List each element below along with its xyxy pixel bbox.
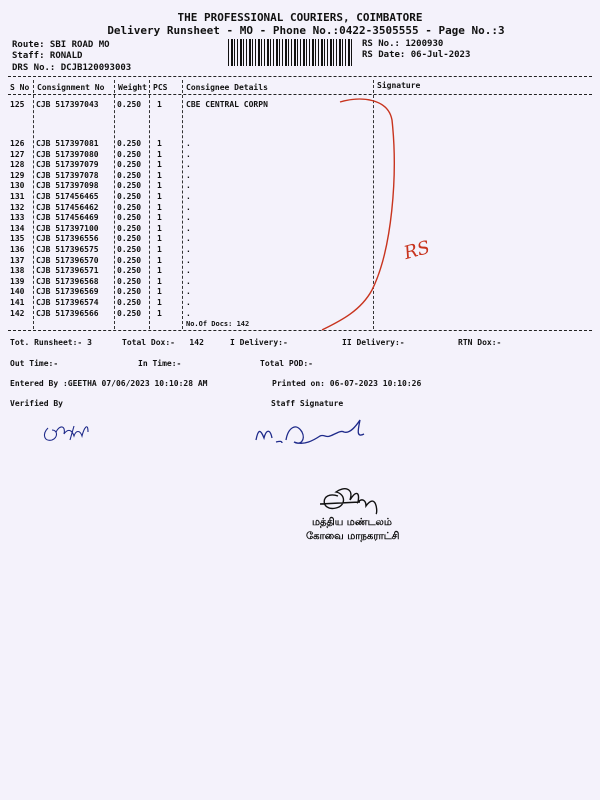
row-details: CBE CENTRAL CORPN xyxy=(186,100,268,109)
row-details: . xyxy=(186,202,191,212)
officer-signature xyxy=(320,489,377,514)
row-consignment: CJB 517397079 xyxy=(36,160,99,170)
row-sno: 126 xyxy=(10,139,25,148)
row-sno: 140 xyxy=(10,287,25,297)
row-consignment: CJB 517456469 xyxy=(36,213,99,223)
verified-by-label: Verified By xyxy=(10,399,63,408)
row-pcs: 1 xyxy=(157,100,162,109)
row-consignment: CJB 517396574 xyxy=(36,298,99,307)
row-consignment: CJB 517396556 xyxy=(36,234,99,244)
row-consignment: CJB 517397078 xyxy=(36,170,99,180)
row-pcs: 1 xyxy=(157,287,162,297)
total-pod: Total POD:- xyxy=(260,359,313,368)
stamp-line-2: கோவை மாநகராட்சி xyxy=(306,531,400,542)
row-consignment: CJB 517397098 xyxy=(36,181,99,191)
row-details: . xyxy=(186,213,191,223)
row-consignment: CJB 517456462 xyxy=(36,202,99,212)
row-sno: 134 xyxy=(10,223,25,233)
row-weight: 0.250 xyxy=(117,202,142,212)
row-details: . xyxy=(186,245,191,254)
row-sno: 129 xyxy=(10,170,25,180)
row-consignment: CJB 517456465 xyxy=(36,192,99,201)
row-sno: 128 xyxy=(10,160,25,170)
row-pcs: 1 xyxy=(157,213,162,223)
row-pcs: 1 xyxy=(157,160,162,170)
row-sno: 130 xyxy=(10,181,25,191)
printed-on: Printed on: 06-07-2023 10:10:26 xyxy=(272,379,422,388)
row-consignment: CJB 517396569 xyxy=(36,287,99,297)
row-sno: 137 xyxy=(10,255,25,265)
total-dox: Total Dox:- 142 xyxy=(122,338,204,347)
row-pcs: 1 xyxy=(157,276,162,286)
row-details: . xyxy=(186,170,191,180)
row-pcs: 1 xyxy=(157,192,162,201)
tot-runsheet: Tot. Runsheet:- 3 xyxy=(10,338,92,347)
row-pcs: 1 xyxy=(157,223,162,233)
header-consignee: Consignee Details xyxy=(186,83,268,92)
row-sno: 136 xyxy=(10,245,25,254)
row-weight: 0.250 xyxy=(117,308,142,318)
header-sno: S No xyxy=(10,83,30,92)
row-details: . xyxy=(186,255,191,265)
entered-by: Entered By :GEETHA 07/06/2023 10:10:28 AM xyxy=(10,379,208,388)
verified-by-signature xyxy=(45,426,88,440)
row-details: . xyxy=(186,192,191,201)
rs-number: RS No.: 1200930 xyxy=(362,39,444,49)
drs-number: DRS No.: DCJB120093003 xyxy=(12,63,132,73)
row-details: . xyxy=(186,234,191,244)
row-sno: 138 xyxy=(10,266,25,276)
row-weight: 0.250 xyxy=(117,245,142,254)
row-consignment: CJB 517396566 xyxy=(36,308,99,318)
row-consignment: CJB 517396575 xyxy=(36,245,99,254)
row-weight: 0.250 xyxy=(117,234,142,244)
rs-date: RS Date: 06-Jul-2023 xyxy=(362,50,471,60)
row-details: . xyxy=(186,287,191,297)
ii-delivery: II Delivery:- xyxy=(342,338,405,347)
row-weight: 0.250 xyxy=(117,170,142,180)
staff-signature-label: Staff Signature xyxy=(271,399,344,408)
row-sno: 142 xyxy=(10,308,25,318)
row-pcs: 1 xyxy=(157,308,162,318)
row-weight: 0.250 xyxy=(117,298,142,307)
row-pcs: 1 xyxy=(157,266,162,276)
row-weight: 0.250 xyxy=(117,100,142,109)
row-sno: 135 xyxy=(10,234,25,244)
row-consignment: CJB 517397080 xyxy=(36,149,99,159)
row-consignment: CJB 517397043 xyxy=(36,100,99,109)
row-sno: 133 xyxy=(10,213,25,223)
row-consignment: CJB 517396570 xyxy=(36,255,99,265)
row-weight: 0.250 xyxy=(117,139,142,148)
row-weight: 0.250 xyxy=(117,149,142,159)
row-weight: 0.250 xyxy=(117,181,142,191)
row-details: . xyxy=(186,149,191,159)
row-sno: 141 xyxy=(10,298,25,307)
row-consignment: CJB 517397100 xyxy=(36,223,99,233)
row-weight: 0.250 xyxy=(117,255,142,265)
row-details: . xyxy=(186,139,191,148)
handwritten-rs-mark: RS xyxy=(401,237,433,264)
runsheet-title: Delivery Runsheet - MO - Phone No.:0422-3505555 - Page No.:3 xyxy=(107,24,505,37)
i-delivery: I Delivery:- xyxy=(230,338,288,347)
header-weight: Weight xyxy=(118,83,147,92)
row-weight: 0.250 xyxy=(117,266,142,276)
row-weight: 0.250 xyxy=(117,160,142,170)
row-consignment: CJB 517396571 xyxy=(36,266,99,276)
no-of-docs: No.Of Docs: 142 xyxy=(186,320,250,328)
row-sno: 132 xyxy=(10,202,25,212)
row-details: . xyxy=(186,181,191,191)
staff-signature xyxy=(256,420,364,443)
row-pcs: 1 xyxy=(157,298,162,307)
row-weight: 0.250 xyxy=(117,192,142,201)
row-consignment: CJB 517397081 xyxy=(36,139,99,148)
row-pcs: 1 xyxy=(157,139,162,148)
row-weight: 0.250 xyxy=(117,213,142,223)
row-details: . xyxy=(186,298,191,307)
route-label: Route: SBI ROAD MO xyxy=(12,40,110,50)
rtn-dox: RTN Dox:- xyxy=(458,338,502,347)
row-consignment: CJB 517396568 xyxy=(36,276,99,286)
row-pcs: 1 xyxy=(157,202,162,212)
header-pcs: PCS xyxy=(153,83,168,92)
row-pcs: 1 xyxy=(157,181,162,191)
row-pcs: 1 xyxy=(157,245,162,254)
row-details: . xyxy=(186,223,191,233)
row-weight: 0.250 xyxy=(117,223,142,233)
row-pcs: 1 xyxy=(157,234,162,244)
row-details: . xyxy=(186,160,191,170)
row-details: . xyxy=(186,308,191,318)
row-sno: 125 xyxy=(10,100,25,109)
row-details: . xyxy=(186,266,191,276)
company-title: THE PROFESSIONAL COURIERS, COIMBATORE xyxy=(177,11,423,24)
row-details: . xyxy=(186,276,191,286)
row-pcs: 1 xyxy=(157,170,162,180)
staff-label: Staff: RONALD xyxy=(12,51,83,61)
stamp-line-1: மத்திய மண்டலம் xyxy=(312,517,392,528)
row-pcs: 1 xyxy=(157,255,162,265)
row-sno: 127 xyxy=(10,149,25,159)
out-time: Out Time:- xyxy=(10,359,59,368)
header-signature: Signature xyxy=(377,81,421,90)
row-weight: 0.250 xyxy=(117,287,142,297)
row-sno: 139 xyxy=(10,276,25,286)
in-time: In Time:- xyxy=(138,359,182,368)
row-weight: 0.250 xyxy=(117,276,142,286)
header-consignment: Consignment No xyxy=(37,83,105,92)
row-pcs: 1 xyxy=(157,149,162,159)
row-sno: 131 xyxy=(10,192,25,201)
signature-red-bracket xyxy=(322,99,394,330)
